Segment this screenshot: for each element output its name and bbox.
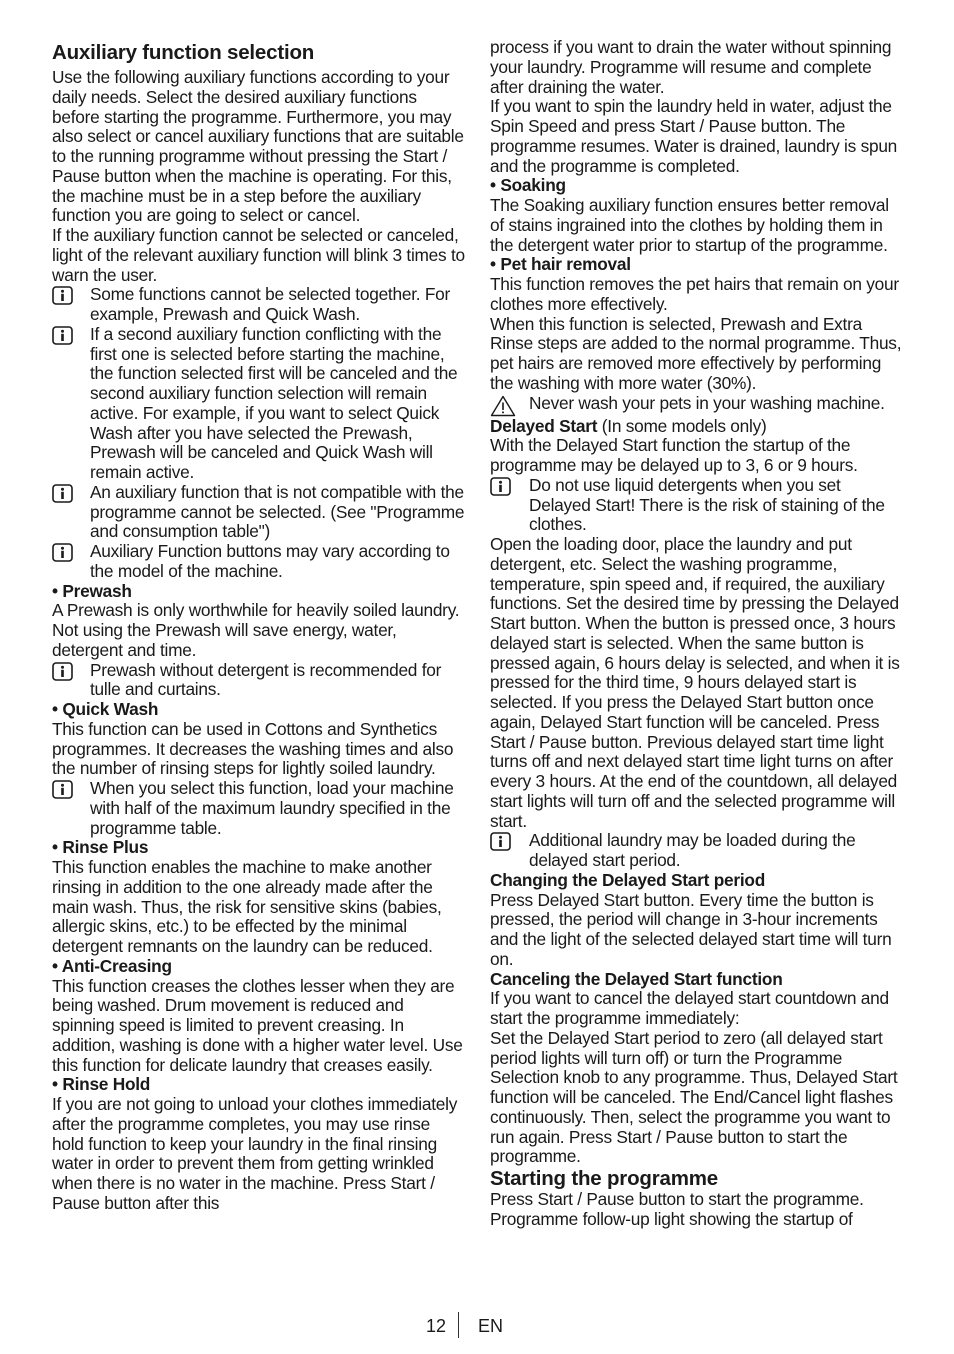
right-column (490, 38, 906, 1230)
note-text: Prewash without detergent is recommended for tulle and curtains. (90, 659, 442, 700)
pethair-title: • Pet hair removal (490, 254, 631, 275)
rinseplus-text: This function enables the machine to make another rinsing in addition to the one already made after the main wash. Thus, the risk for sensitive skins (babies, allergic skins, etc.) to be effected by the minimal detergent remnants on the laundry can be reduced. (52, 857, 442, 956)
delayed-start-text: Open the loading door, place the laundry and put detergent, etc. Select the washing programme, temperature, spin speed and, if required, the auxiliary functions. Set the desired time by pressing the Delayed Start button. When the button is pressed once, 3 hours delayed start is selected. When the same button is pressed again, 6 hours delay is selected, and when it is pressed for the third time, 9 hours delayed start is selected. If you press the Delayed Start button once again, Delayed Start function will be canceled. Press Start / Pause button. Previous delayed start time light turns off and next delayed start time light turns on after every 3 hours. At the end of the countdown, all delayed start lights will turn off and the selected programme will start. (490, 534, 900, 831)
note-text: If a second auxiliary function conflicting with the first one is selected before starting the machine, the function selected first will be canceled and the second auxiliary function selection will remain active. For example, if you want to select Quick Wash after you have selected the Prewash, Prewash will be canceled and Quick Wash will remain active. (90, 323, 458, 482)
starting-text: Press Start / Pause button to start the programme. Programme follow-up light showing the startup of (490, 1189, 864, 1229)
anticreasing-title: • Anti-Creasing (52, 955, 172, 976)
section-heading-starting: Starting the programme (490, 1167, 718, 1190)
canceling-delayed-title: Canceling the Delayed Start function (490, 968, 783, 989)
info-icon (52, 285, 90, 305)
changing-delayed-text: Press Delayed Start button. Every time the button is pressed, the period will change in 3-hour increments and the light of the selected delayed start time will turn on. (490, 889, 892, 969)
soaking-title: • Soaking (490, 175, 566, 196)
prewash-text: A Prewash is only worthwhile for heavily soiled laundry. Not using the Prewash will save energy, water, detergent and time. (52, 600, 460, 660)
info-note (490, 831, 906, 871)
footer-divider (458, 1312, 459, 1338)
info-note (52, 483, 466, 542)
changing-delayed-title: Changing the Delayed Start period (490, 869, 766, 890)
info-note (52, 661, 466, 701)
info-icon (52, 325, 90, 345)
info-note (52, 542, 466, 582)
info-icon (52, 661, 90, 681)
info-note (52, 779, 466, 838)
info-icon (52, 779, 90, 799)
pethair-text: When this function is selected, Prewash and Extra Rinse steps are added to the normal programme. Thus, pet hairs are removed more effectively by performing the washing with more water (30%). (490, 313, 902, 393)
quickwash-text: This function can be used in Cottons and Synthetics programmes. It decreases the washing times and also the number of rinsing steps for lightly soiled laundry. (52, 718, 454, 779)
delayed-start-title: Delayed Start (490, 415, 598, 436)
warning-text: Never wash your pets in your washing machine. (529, 392, 885, 413)
prewash-title: • Prewash (52, 580, 132, 601)
info-note (490, 476, 906, 535)
note-text: Do not use liquid detergents when you set Delayed Start! There is the risk of staining of the clothes. (529, 474, 885, 535)
intro-paragraph: Use the following auxiliary functions according to your daily needs. Select the desired auxiliary functions before starting the programme. Furthermore, you may also select or cancel auxiliary functions that are suitable to the running programme without pressing the Start / Pause button when the machine is operating. For this, the machine must be in a step before the auxiliary function you are going to select or cancel. (52, 67, 464, 226)
page-footer (0, 1316, 954, 1340)
pethair-text: This function removes the pet hairs that remain on your clothes more effectively. (490, 274, 899, 314)
anticreasing-text: This function creases the clothes lesser when they are being washed. Drum movement is reduced and spinning speed is limited to prevent creasing. In addition, washing is done with a higher water level. Use this function for delicate laundry that creases easily. (52, 975, 463, 1075)
delayed-start-heading (490, 417, 906, 437)
rinsehold-title: • Rinse Hold (52, 1074, 151, 1095)
page-number: 12 (425, 1316, 446, 1336)
canceling-delayed-text: Set the Delayed Start period to zero (all delayed start period lights will turn off) or turn the Programme Selection knob to any programme. Thus, Delayed Start function will be canceled. The End/Cancel light flashes continuously. Then, select the programme you want to run again. Press Start / Pause button to start the programme. (490, 1027, 898, 1167)
info-note (52, 325, 466, 483)
section-heading-auxiliary: Auxiliary function selection (52, 41, 315, 64)
soaking-text: The Soaking auxiliary function ensures better removal of stains ingrained into the clothes by holding them in the detergent water prior to startup of the programme. (490, 195, 889, 255)
left-column (52, 38, 466, 1214)
note-text: An auxiliary function that is not compatible with the programme cannot be selected. (See "Programme and consumption table") (90, 481, 465, 542)
delayed-start-text: With the Delayed Start function the startup of the programme may be delayed up to 3, 6 or 9 hours. (490, 435, 858, 475)
language-code: EN (478, 1316, 504, 1336)
note-text: Auxiliary Function buttons may vary according to the model of the machine. (90, 541, 450, 581)
info-icon (490, 476, 529, 496)
info-icon (490, 831, 529, 851)
delayed-start-title-suffix: (In some models only) (597, 415, 767, 436)
warning-icon (490, 394, 529, 417)
note-text: Additional laundry may be loaded during the delayed start period. (529, 830, 856, 870)
intro-paragraph: If the auxiliary function cannot be selected or canceled, light of the relevant auxiliary function will blink 3 times to warn the user. (52, 225, 465, 285)
rinsehold-continued: process if you want to drain the water without spinning your laundry. Programme will resume and complete after draining the water. (490, 37, 892, 97)
warning-note (490, 394, 906, 417)
canceling-delayed-text: If you want to cancel the delayed start countdown and start the programme immediately: (490, 988, 889, 1028)
rinsehold-continued: If you want to spin the laundry held in water, adjust the Spin Speed and press Start / Pause button. The programme resumes. Water is drained, laundry is spun and the programme is completed. (490, 96, 898, 176)
rinseplus-title: • Rinse Plus (52, 837, 149, 858)
quickwash-title: • Quick Wash (52, 699, 159, 719)
rinsehold-text: If you are not going to unload your clothes immediately after the programme completes, you may use rinse hold function to keep your laundry in the final rinsing water in order to prevent them from getting wrinkled when there is no water in the machine. Press Start / Pause button after this (52, 1094, 458, 1213)
note-text: Some functions cannot be selected together. For example, Prewash and Quick Wash. (90, 284, 451, 324)
note-text: When you select this function, load your machine with half of the maximum laundry specified in the programme table. (90, 778, 454, 838)
info-icon (52, 483, 90, 503)
info-icon (52, 542, 90, 562)
info-note (52, 285, 466, 325)
